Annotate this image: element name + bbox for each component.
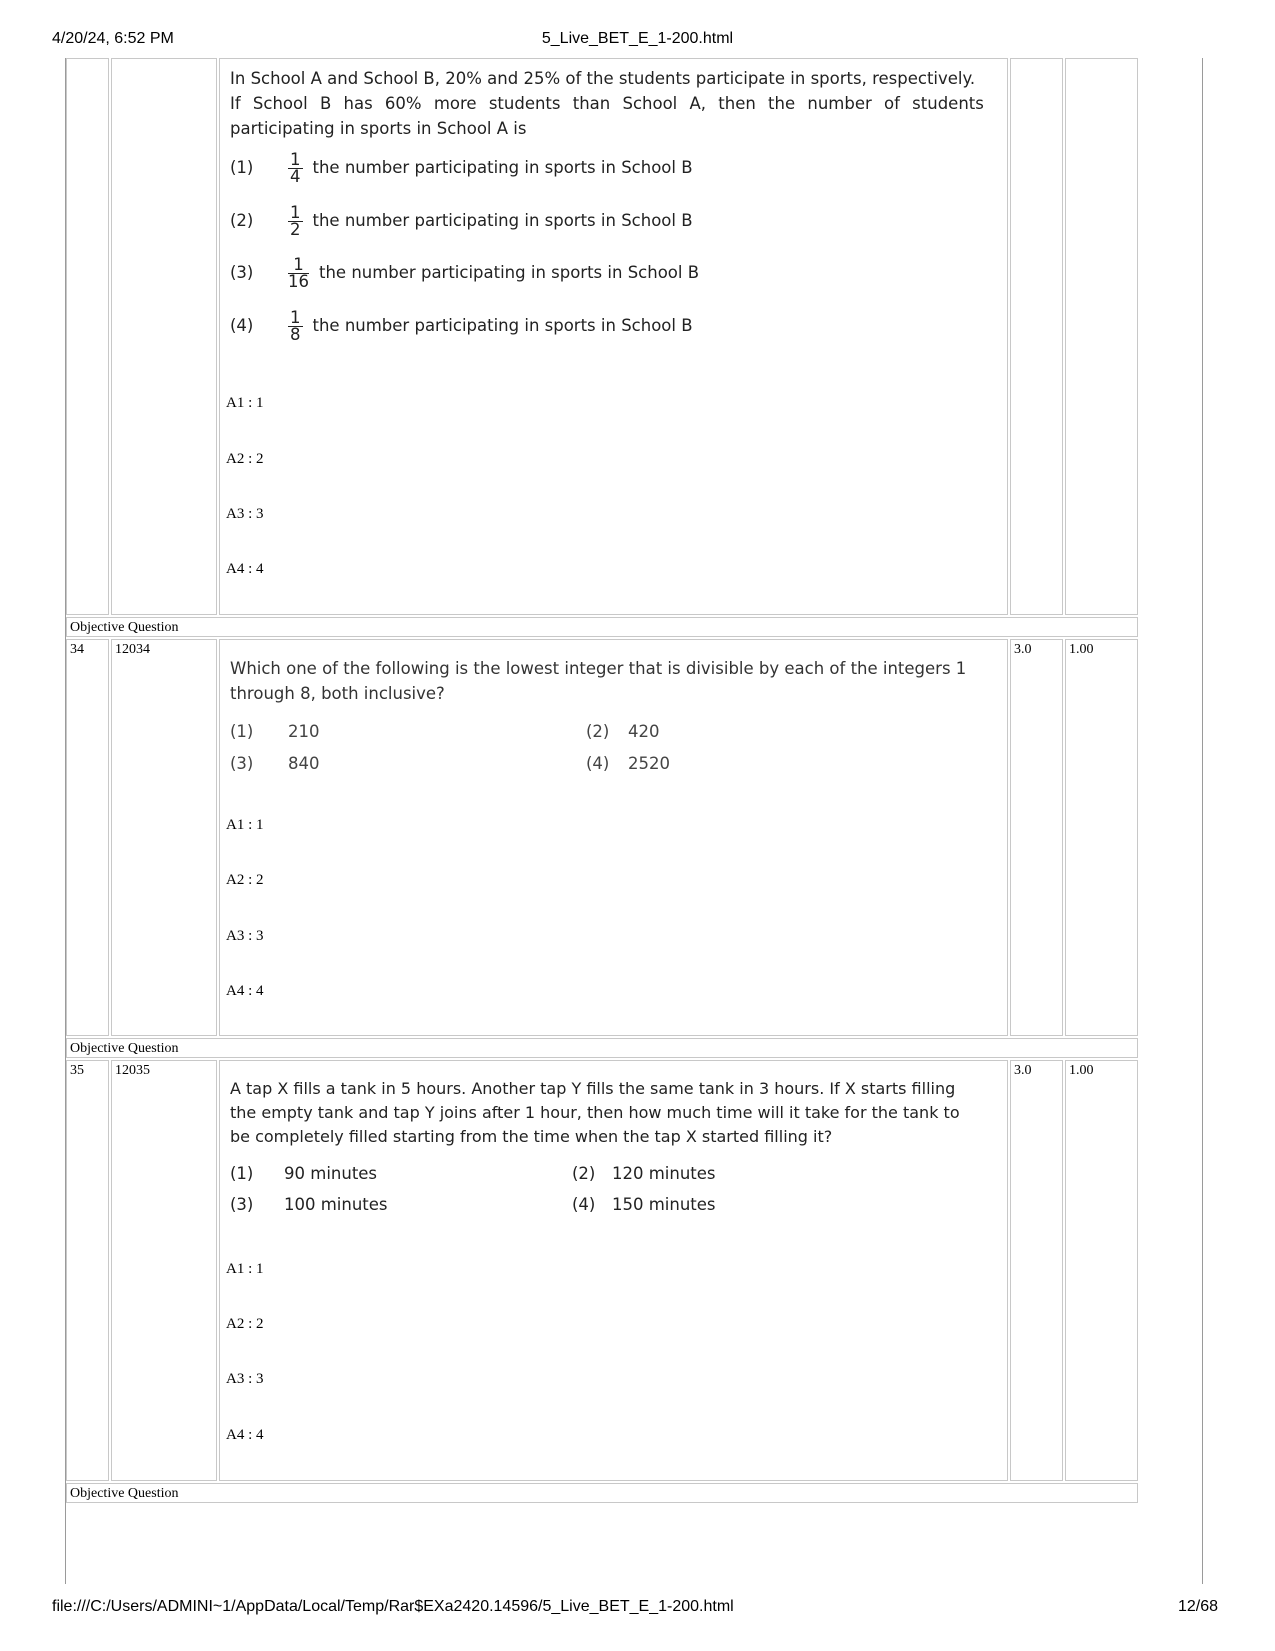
q35-sno-cell <box>66 1060 109 1481</box>
q35-option-1 <box>230 1164 377 1183</box>
q35-serial-number: 35 <box>70 1063 84 1078</box>
question-type-label: Objective Question <box>70 1486 179 1501</box>
option-number: (2) <box>230 211 254 230</box>
option-text: the number participating in sports in School B <box>312 158 693 177</box>
q35-marks-cell <box>1010 1060 1063 1481</box>
option-text: 120 minutes <box>612 1164 716 1183</box>
question-type-label: Objective Question <box>70 620 179 635</box>
q34-sno-cell <box>66 639 109 1036</box>
option-number: (3) <box>230 1195 254 1214</box>
q33-answer-4: A4 : 4 <box>226 561 264 577</box>
q34-line-1: Which one of the following is the lowest integer that is divisible by each of the integers 1 <box>230 659 967 678</box>
option-number: (2) <box>586 722 610 741</box>
q35-answer-1: A1 : 1 <box>226 1261 264 1277</box>
option-number: (4) <box>230 316 254 335</box>
q34-serial-number: 34 <box>70 642 84 657</box>
q34-answer-3: A3 : 3 <box>226 928 264 944</box>
file-path: file:///C:/Users/ADMINI~1/AppData/Local/Temp/Rar$EXa2420.14596/5_Live_BET_E_1-200.html <box>52 1598 734 1615</box>
option-number: (2) <box>572 1164 596 1183</box>
q34-answer-4: A4 : 4 <box>226 983 264 999</box>
option-text: 840 <box>288 754 320 773</box>
q35-type-row <box>66 1038 1138 1058</box>
q35-negative-cell <box>1065 1060 1138 1481</box>
q34-question-id: 12034 <box>115 642 150 657</box>
option-number: (1) <box>230 722 254 741</box>
q33-answer-3: A3 : 3 <box>226 506 264 522</box>
q34-type-row <box>66 617 1138 637</box>
q33-sno-cell <box>66 58 109 615</box>
q35-answer-4: A4 : 4 <box>226 1427 264 1443</box>
q34-qid-cell <box>111 639 217 1036</box>
option-text: 100 minutes <box>284 1195 388 1214</box>
q35-line-1: A tap X fills a tank in 5 hours. Another tap Y fills the same tank in 3 hours. If X starts filling <box>230 1079 956 1098</box>
q35-question-id: 12035 <box>115 1063 150 1078</box>
q33-option-3 <box>230 257 699 290</box>
fraction: $\frac{1}{4}$ <box>290 150 301 186</box>
option-number: (4) <box>586 754 610 773</box>
q35-line-3: be completely filled starting from the time when the tap X started filling it? <box>230 1127 833 1146</box>
q34-option-4 <box>586 754 670 773</box>
print-title: 5_Live_BET_E_1-200.html <box>541 30 734 47</box>
q35-option-3 <box>230 1195 388 1214</box>
q33-negative-cell <box>1065 58 1138 615</box>
option-text: 420 <box>628 722 660 741</box>
q34-option-2 <box>586 722 660 741</box>
option-number: (3) <box>230 754 254 773</box>
q33-answer-2: A2 : 2 <box>226 451 264 467</box>
option-number: (1) <box>230 158 254 177</box>
q33-question-text <box>230 66 984 141</box>
fraction: $\frac{1}{16}$ <box>288 255 309 291</box>
option-text: the number participating in sports in School B <box>312 316 693 335</box>
q35-question-text <box>230 1077 960 1149</box>
q36-type-row <box>66 1483 1138 1503</box>
q33-answer-1: A1 : 1 <box>226 395 264 411</box>
q35-negative-marks: 1.00 <box>1069 1063 1094 1078</box>
q35-answer-2: A2 : 2 <box>226 1316 264 1332</box>
q33-qid-cell <box>111 58 217 615</box>
option-text: 150 minutes <box>612 1195 716 1214</box>
q34-negative-cell <box>1065 639 1138 1036</box>
q34-answer-1: A1 : 1 <box>226 817 264 833</box>
q35-qid-cell <box>111 1060 217 1481</box>
q35-option-4 <box>572 1195 716 1214</box>
q33-option-2 <box>230 205 693 238</box>
fraction: $\frac{1}{2}$ <box>290 203 301 239</box>
option-number: (1) <box>230 1164 254 1183</box>
q34-answer-2: A2 : 2 <box>226 872 264 888</box>
q33-marks-cell <box>1010 58 1063 615</box>
q34-option-1 <box>230 722 320 741</box>
option-text: 210 <box>288 722 320 741</box>
page-number: 12/68 <box>1177 1598 1218 1615</box>
option-number: (4) <box>572 1195 596 1214</box>
q33-line-1: In School A and School B, 20% and 25% of the students participate in sports, respectively. <box>230 69 976 88</box>
q34-negative-marks: 1.00 <box>1069 642 1094 657</box>
q34-marks: 3.0 <box>1014 642 1032 657</box>
option-text: 90 minutes <box>284 1164 378 1183</box>
option-text: the number participating in sports in School B <box>319 263 700 282</box>
option-number: (3) <box>230 263 254 282</box>
q34-option-3 <box>230 754 320 773</box>
q35-option-2 <box>572 1164 716 1183</box>
q35-line-2: the empty tank and tap Y joins after 1 hour, then how much time will it take for the tank to <box>230 1103 960 1122</box>
print-datetime: 4/20/24, 6:52 PM <box>52 30 174 47</box>
question-type-label: Objective Question <box>70 1041 179 1056</box>
q33-line-3: participating in sports in School A is <box>230 119 527 138</box>
q34-question-text <box>230 656 966 706</box>
q35-marks: 3.0 <box>1014 1063 1032 1078</box>
q33-line-2: If School B has 60% more students than School A, then the number of students <box>230 94 984 113</box>
option-text: 2520 <box>628 754 670 773</box>
q33-option-1 <box>230 152 693 185</box>
q35-answer-3: A3 : 3 <box>226 1371 264 1387</box>
q34-line-2: through 8, both inclusive? <box>230 684 445 703</box>
q34-marks-cell <box>1010 639 1063 1036</box>
fraction: $\frac{1}{8}$ <box>290 308 301 344</box>
option-text: the number participating in sports in School B <box>312 211 693 230</box>
q33-option-4 <box>230 310 693 343</box>
